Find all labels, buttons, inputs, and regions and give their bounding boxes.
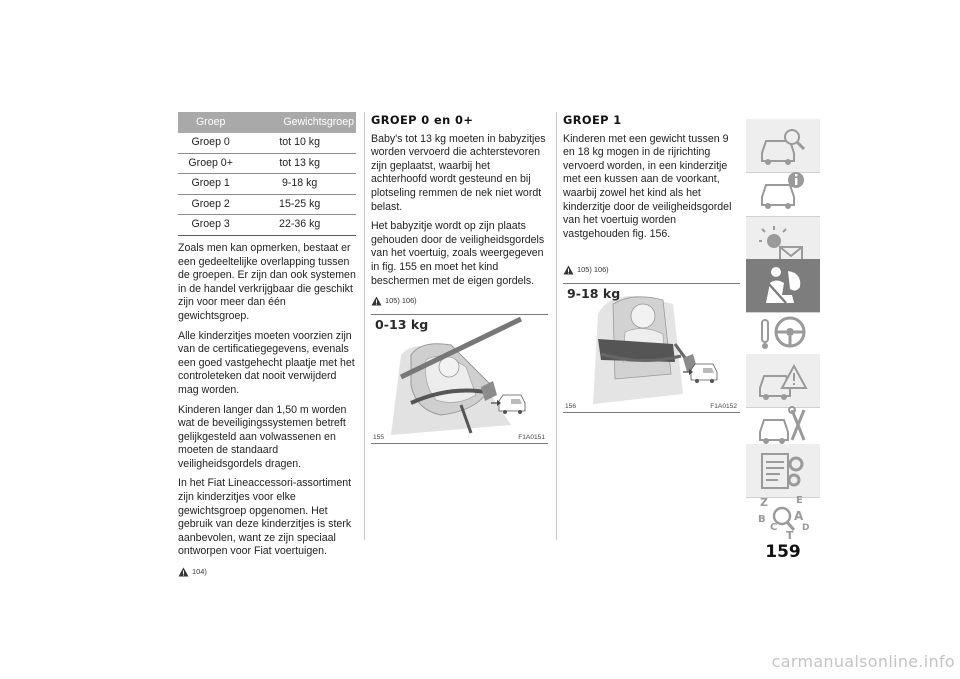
table-row [178,174,356,195]
watermark: carmanualsonline.info [771,652,955,671]
warning-triangle-icon [563,265,574,275]
index-letter: Z [760,496,768,509]
warning-reference [178,565,356,579]
paragraph: Kinderen met een gewicht tussen 9 en 18 kg mogen in de rijrichting vervoerd worden, in een kinderzitje met een kussen aan de voorkant, waarbij zowel het kind als het kinderzitje door de veiligheidsgordel van het voertuig worden vastgehouden fig. 156. [563,132,732,240]
sidebar-tab-starting-driving[interactable] [746,304,820,358]
forward-facing-child-seat-illustration [563,284,740,412]
figure-156 [563,283,740,413]
sidebar-tab-index[interactable] [746,490,820,544]
page-number: 159 [765,542,801,562]
column-1 [178,112,356,583]
section-heading-group-0: GROEP 0 en 0+ [371,113,474,127]
column-divider [556,112,557,540]
paragraph: Kinderen langer dan 1,50 m worden wat de beveiligingssystemen betreft gelijkgesteld aan volwassenen en moeten de standaard veiligheidsgordels dragen. [178,403,347,470]
figure-label: 0-13 kg [375,316,429,332]
figure-code: F1A0151 [518,433,545,441]
table-row [178,133,356,153]
safety-seatbelt-icon [756,263,810,309]
index-letter: B [758,514,766,525]
warning-reference [563,263,740,277]
index-letter: E [796,495,803,506]
weight-group-table [178,112,356,236]
table-cell-weight: 22-36 kg [243,215,356,236]
table-row [178,153,356,174]
figure-155 [371,314,548,444]
section-heading-group-1: GROEP 1 [563,113,622,127]
figure-code: F1A0152 [710,402,737,410]
table-header-group: Groep [178,112,243,133]
paragraph: Zoals men kan opmerken, bestaat er een gedeeltelijke overlapping tussen de groepen. Er zijn dan ook systemen in de handel verkrijgbaar die geschikt zijn voor meer dan één gewichtsgroep. [178,241,356,322]
index-letter: D [802,523,810,533]
table-row [178,215,356,236]
column-divider [364,112,365,540]
paragraph: Alle kinderzitjes moeten voorzien zijn van de certificatiegegevens, evenals een goed vastgehecht plaatje met het controleteken dat nooit verwijderd mag worden. [178,329,355,396]
paragraph: Baby's tot 13 kg moeten in babyzitjes worden vervoerd die achterstevoren zijn geplaatst, waarbij het achterhoofd wordt gesteund en bij plotseling remmen de nek niet wordt belast. [371,132,546,213]
specifications-icon [756,448,810,494]
steering-wheel-icon [756,308,810,354]
rear-facing-baby-seat-illustration [371,315,548,443]
table-cell-weight: tot 13 kg [243,153,356,174]
figure-number: 155 [373,433,385,441]
warning-ref-text: 105) 106) [385,296,417,306]
car-info-icon [756,167,810,213]
index-letter: A [794,509,804,523]
figure-label: 9-18 kg [567,285,621,301]
table-cell-weight: tot 10 kg [243,133,356,153]
paragraph: In het Fiat Lineaccessori-assortiment zijn kinderzitjes voor elke gewichtsgroep opgenomen. Het gebruik van deze kinderzitjes is sterk aanbevolen, want ze zijn speciaal ontworpen voor Fiat voertuigen. [178,477,352,558]
car-tools-icon [756,402,810,448]
index-letter: C [770,522,778,533]
table-header-row [178,112,356,133]
sidebar-tab-car-info[interactable] [746,163,820,217]
paragraph: Het babyzitje wordt op zijn plaats gehouden door de veiligheidsgordels van het voertuig, zoals weergegeven in fig. 155 en moet het kind beschermen met de eigen gordels. [371,220,545,287]
figure-number: 156 [565,402,577,410]
warning-ref-text: 104) [192,567,207,577]
index-icon [756,494,810,540]
table-cell-group: Groep 1 [178,174,243,195]
table-cell-weight: 15-25 kg [243,194,356,215]
table-row [178,194,356,215]
column-2 [371,112,548,444]
warning-triangle-icon [178,567,189,577]
index-letter: T [786,529,794,540]
table-cell-group: Groep 3 [178,215,243,236]
column-3 [563,112,740,413]
warning-ref-text: 105) 106) [577,265,609,275]
warning-reference [371,294,548,308]
table-cell-group: Groep 0+ [178,153,243,174]
table-header-weight: Gewichtsgroep [243,112,356,133]
warning-triangle-icon [371,296,382,306]
table-cell-group: Groep 0 [178,133,243,153]
table-cell-group: Groep 2 [178,194,243,215]
table-cell-weight: 9-18 kg [243,174,356,195]
